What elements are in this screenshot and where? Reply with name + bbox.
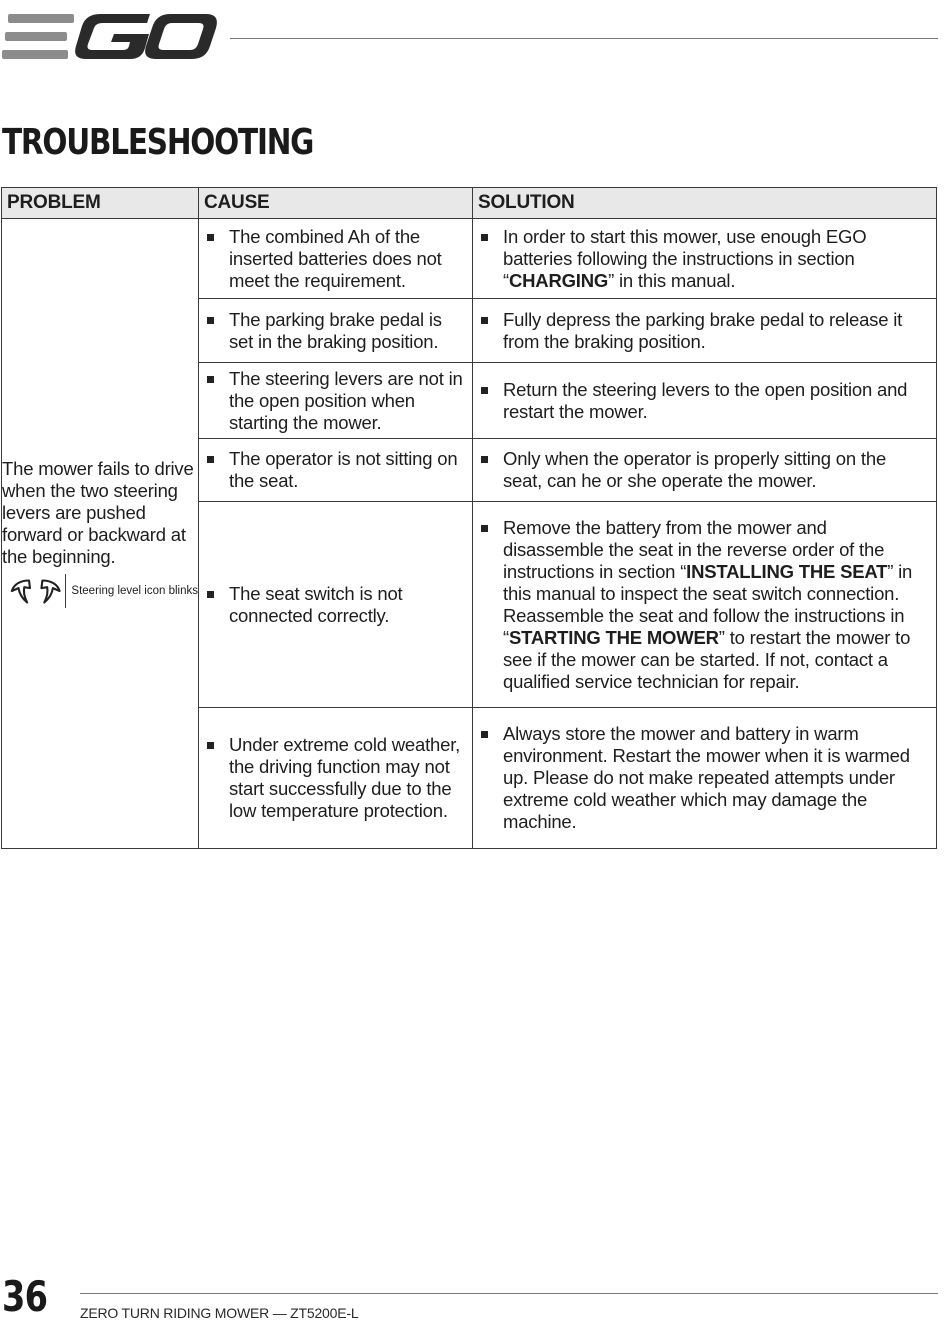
icon-legend — [2, 572, 198, 610]
table-header-row — [2, 188, 937, 219]
solution-cell — [473, 299, 937, 363]
cause-text: The steering levers are not in the open position when starting the mower. — [199, 368, 472, 434]
solution-cell — [473, 363, 937, 439]
cause-text: The parking brake pedal is set in the braking position. — [199, 309, 472, 353]
page-title: TROUBLESHOOTING — [2, 122, 314, 163]
troubleshooting-table — [1, 187, 937, 849]
section-reference: CHARGING — [508, 269, 609, 291]
cause-text: Under extreme cold weather, the driving function may not start successfully due to the low temperature protection. — [199, 734, 472, 822]
solution-text: Always store the mower and battery in warm environment. Restart the mower when it is warmed up. Please do not make repeated attempts under extreme cold weather which may damage the machine. — [473, 723, 936, 833]
column-header-problem: PROBLEM — [2, 188, 199, 219]
document-title: ZERO TURN RIDING MOWER — ZT5200E-L — [80, 1305, 359, 1321]
solution-text: Fully depress the parking brake pedal to release it from the braking position. — [473, 309, 936, 353]
cause-text: The combined Ah of the inserted batteries does not meet the requirement. — [199, 226, 472, 292]
solution-cell — [473, 708, 937, 849]
table-row — [2, 219, 937, 299]
cause-cell — [199, 299, 473, 363]
section-reference: STARTING THE MOWER — [508, 626, 719, 648]
solution-cell — [473, 219, 937, 299]
problem-cell — [2, 219, 199, 849]
icon-divider — [65, 574, 66, 608]
solution-text: Return the steering levers to the open position and restart the mower. — [473, 379, 936, 423]
steering-lever-icon — [8, 574, 63, 608]
column-header-cause: CAUSE — [199, 188, 473, 219]
header-rule — [230, 38, 938, 39]
section-reference: INSTALLING THE SEAT — [686, 560, 888, 582]
cause-cell — [199, 502, 473, 708]
problem-text: The mower fails to drive when the two steering levers are pushed forward or backward at the beginning. — [2, 457, 194, 567]
solution-cell — [473, 502, 937, 708]
cause-text: The operator is not sitting on the seat. — [199, 448, 472, 492]
solution-text: In order to start this mower, use enough EGO batteries following the instructions in section “CHARGING” in this manual. — [473, 226, 936, 292]
solution-cell — [473, 439, 937, 502]
cause-cell — [199, 708, 473, 849]
column-header-solution: SOLUTION — [473, 188, 937, 219]
page-number: 36 — [2, 1272, 48, 1321]
ego-logo — [2, 12, 218, 62]
cause-cell — [199, 439, 473, 502]
cause-cell — [199, 363, 473, 439]
cause-cell — [199, 219, 473, 299]
solution-text: Only when the operator is properly sitting on the seat, can he or she operate the mower. — [473, 448, 936, 492]
icon-caption: Steering level icon blinks — [71, 584, 198, 597]
solution-text: Remove the battery from the mower and disassemble the seat in the reverse order of the instructions in section “INSTALLING THE SEAT” in this manual to inspect the seat switch connection. Reassemble the seat and follow the instructions in “STARTING THE MOWER” to restart the mower to see if the mower can be started. If not, contact a qualified service technician for repair. — [473, 517, 936, 693]
cause-text: The seat switch is not connected correctly. — [199, 583, 472, 627]
footer-rule — [80, 1293, 938, 1294]
